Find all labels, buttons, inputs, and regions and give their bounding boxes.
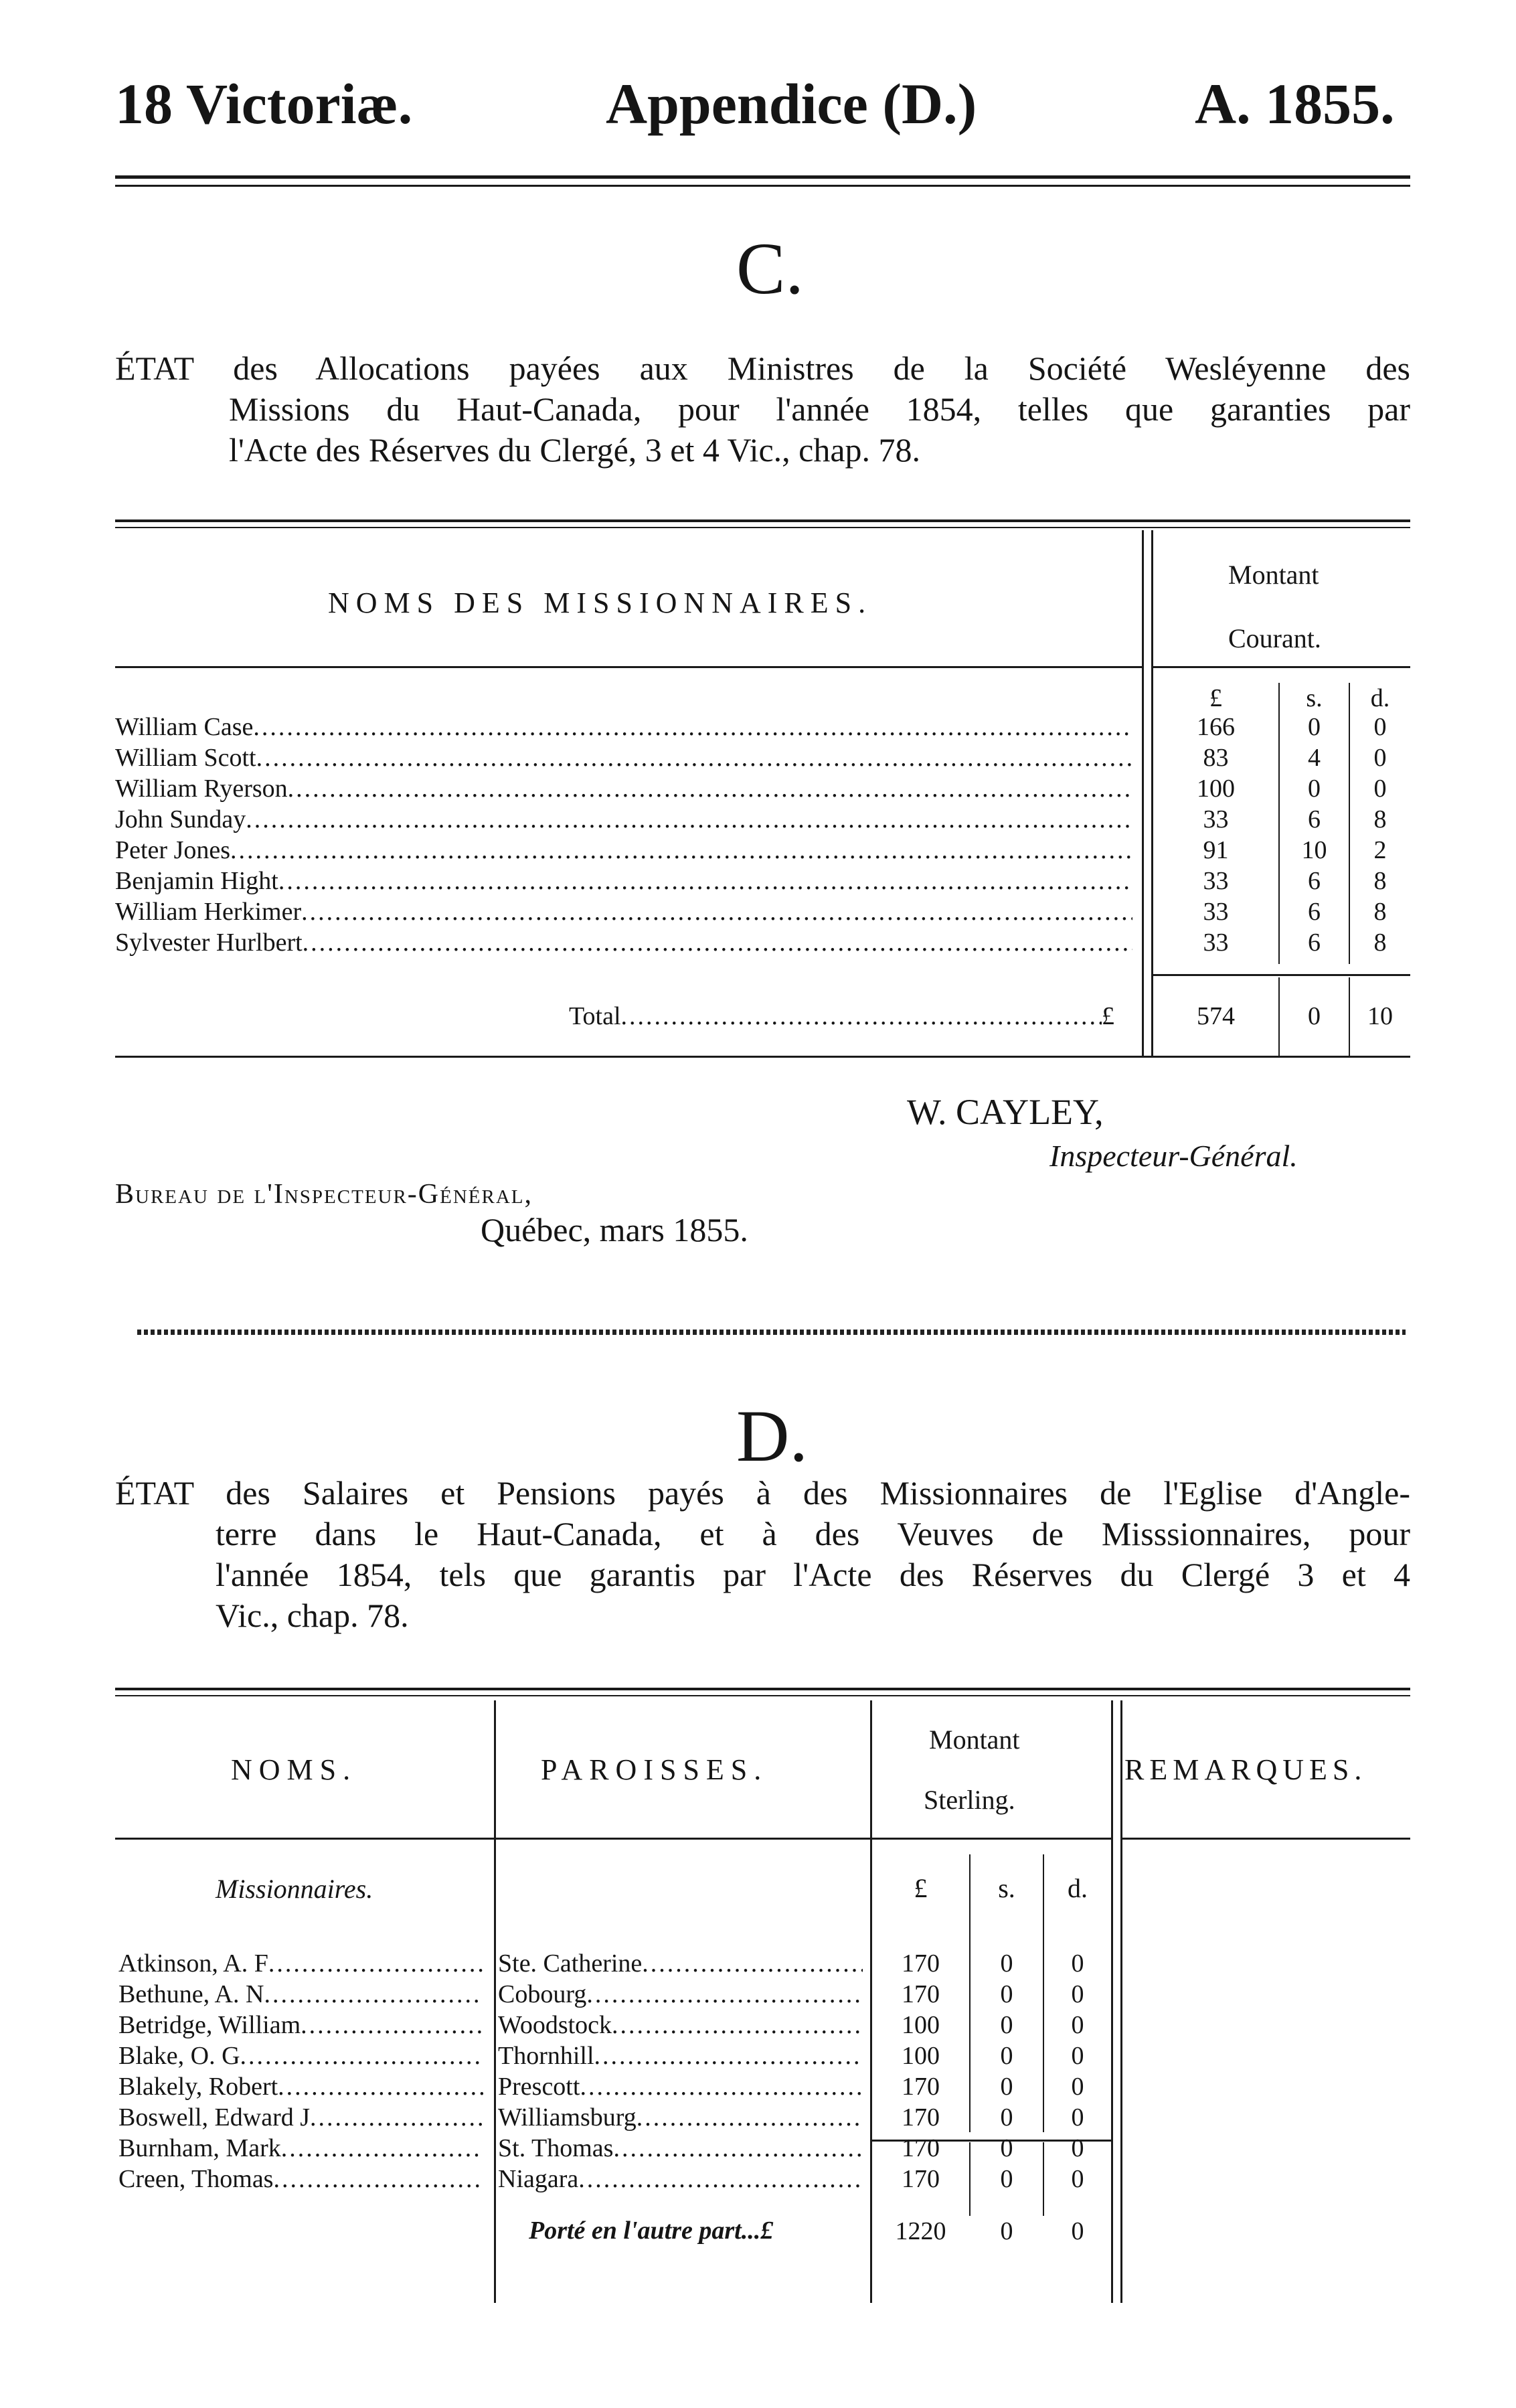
- section-d-letter: D.: [736, 1395, 808, 1477]
- table-d-row-parish: Cobourg: [498, 1980, 587, 2008]
- signature-office: Bureau de l'Inspecteur-Général,: [115, 1179, 533, 1210]
- table-c-unit-pence: d.: [1370, 684, 1390, 712]
- table-c-row-name: Peter Jones: [115, 836, 231, 864]
- table-c-row-name: William Ryerson: [115, 775, 288, 803]
- table-d-row-pounds: 170: [902, 2165, 940, 2193]
- table-d-row-shillings: 0: [1000, 2165, 1013, 2193]
- table-d-row-parish-cell: [498, 1979, 863, 2010]
- table-c-unit-shillings: s.: [1306, 684, 1323, 712]
- header-left: 18 Victoriæ.: [115, 72, 413, 136]
- table-d-row-parish-cell: [498, 2102, 863, 2133]
- table-c-row-pence: 8: [1373, 929, 1387, 957]
- table-d-carried-pence: 0: [1071, 2217, 1084, 2245]
- table-c-row-pence: 0: [1373, 744, 1387, 772]
- table-d-carried-shillings: 0: [1000, 2217, 1013, 2245]
- table-c-total-currency: £: [1102, 1002, 1114, 1030]
- header-rule-thin: [115, 185, 1410, 187]
- table-c-row-pence: 8: [1373, 805, 1387, 833]
- table-c-row: [115, 927, 1132, 958]
- table-c-row-pounds: 33: [1203, 867, 1229, 895]
- table-c-top-rule-thin: [115, 527, 1410, 528]
- table-c-row-pounds: 33: [1203, 929, 1229, 957]
- section-d-title-line-4: Vic., chap. 78.: [216, 1597, 409, 1634]
- table-d-col-amount-remarks-2: [1120, 1700, 1122, 2303]
- table-c-row-name: William Scott: [115, 744, 256, 772]
- table-c-row-name: Sylvester Hurlbert: [115, 929, 303, 957]
- table-c-row-pounds: 83: [1203, 744, 1229, 772]
- table-c-total-shillings: 0: [1308, 1002, 1321, 1030]
- table-d-unit-pounds: £: [914, 1873, 928, 1903]
- table-d-col-amount-remarks: [1111, 1700, 1113, 2303]
- header-rule: [115, 175, 1410, 179]
- table-d-row-parish: Prescott: [498, 2073, 580, 2101]
- section-c-title-line-2: Missions du Haut-Canada, pour l'année 1854, telles que garanties par: [229, 390, 1410, 428]
- table-d-col-amount-top: Montant: [929, 1724, 1020, 1755]
- table-c-top-rule: [115, 519, 1410, 522]
- table-d-row-name: Atkinson, A. F: [118, 1949, 268, 1978]
- table-d-row-name-cell: [118, 2040, 483, 2071]
- table-d-row-pounds: 170: [902, 2134, 940, 2162]
- table-d-row-parish-cell: [498, 2133, 863, 2164]
- table-c-header-rule-right: [1153, 666, 1410, 668]
- table-c-total-row: [569, 1001, 1114, 1032]
- table-d-row-name: Burnham, Mark: [118, 2134, 281, 2162]
- table-c-row-pence: 8: [1373, 898, 1387, 926]
- table-d-row-pounds: 170: [902, 2073, 940, 2101]
- table-d-top-rule: [115, 1688, 1410, 1690]
- table-d-row-pence: 0: [1071, 2011, 1084, 2039]
- table-d-row-shillings: 0: [1000, 1949, 1013, 1978]
- signature-place-date: Québec, mars 1855.: [481, 1211, 748, 1249]
- table-d-col-names-parishes: [494, 1700, 496, 2303]
- table-d-row-name-cell: [118, 2071, 483, 2102]
- section-c-letter: C.: [736, 228, 804, 309]
- table-d-row-name: Blake, O. G: [118, 2042, 240, 2070]
- table-d-row-name-cell: [118, 1948, 483, 1979]
- table-d-header-rule: [115, 1838, 1111, 1840]
- table-d-row-pence: 0: [1071, 2042, 1084, 2070]
- table-d-row-shillings: 0: [1000, 1980, 1013, 2008]
- table-c-row-shillings: 10: [1301, 836, 1327, 864]
- header-right: A. 1855.: [1195, 72, 1395, 136]
- table-d-header-rule-right: [1122, 1838, 1410, 1840]
- table-c-row-name: John Sunday: [115, 805, 246, 833]
- table-d-row-parish: Niagara: [498, 2165, 579, 2193]
- table-d-row-pounds: 100: [902, 2011, 940, 2039]
- table-d-row-shillings: 0: [1000, 2011, 1013, 2039]
- table-c-row-pounds: 100: [1197, 775, 1235, 803]
- table-c-row: [115, 804, 1132, 835]
- table-d-row-shillings: 0: [1000, 2134, 1013, 2162]
- table-c-row-name: Benjamin Hight: [115, 867, 278, 895]
- table-c-row-pounds: 91: [1203, 836, 1229, 864]
- table-d-subheading: Missionnaires.: [216, 1874, 373, 1904]
- table-c-col-amount-top: Montant: [1228, 560, 1319, 590]
- table-c-row-name: William Herkimer: [115, 898, 302, 926]
- section-d-title-line-2: terre dans le Haut-Canada, et à des Veuves de Misssionnaires, pour: [216, 1515, 1410, 1552]
- table-c-row-name: William Case: [115, 713, 254, 741]
- table-c-row: [115, 773, 1132, 804]
- table-c-row: [115, 835, 1132, 866]
- table-d-row-parish-cell: [498, 2040, 863, 2071]
- table-c-row-shillings: 6: [1308, 929, 1321, 957]
- table-d-row-pounds: 170: [902, 1980, 940, 2008]
- table-d-row-name: Bethune, A. N: [118, 1980, 264, 2008]
- table-d-row-name-cell: [118, 2133, 483, 2164]
- table-c-row-pence: 0: [1373, 713, 1387, 741]
- table-d-row-name-cell: [118, 2102, 483, 2133]
- table-c-col-amount-bottom: Courant.: [1228, 623, 1321, 653]
- table-c-row-pence: 2: [1373, 836, 1387, 864]
- table-d-row-shillings: 0: [1000, 2073, 1013, 2101]
- table-c-row: [115, 742, 1132, 773]
- table-c-header-rule: [115, 666, 1142, 668]
- table-d-row-name-cell: [118, 2010, 483, 2040]
- table-d-row-pence: 0: [1071, 1980, 1084, 2008]
- table-d-row-parish: St. Thomas: [498, 2134, 614, 2162]
- table-d-col-amount-bottom: Sterling.: [924, 1785, 1015, 1815]
- table-d-row-parish-cell: [498, 2071, 863, 2102]
- table-d-row-parish: Thornhill: [498, 2042, 594, 2070]
- table-c-row-shillings: 6: [1308, 867, 1321, 895]
- table-d-row-pence: 0: [1071, 2165, 1084, 2193]
- table-c-row: [115, 896, 1132, 927]
- table-d-row-parish-cell: [498, 2010, 863, 2040]
- table-c-row-shillings: 0: [1308, 775, 1321, 803]
- table-d-col-parishes: PAROISSES.: [541, 1753, 768, 1786]
- table-d-row-pence: 0: [1071, 2103, 1084, 2132]
- table-c-row-pounds: 33: [1203, 805, 1229, 833]
- table-d-row-pence: 0: [1071, 2073, 1084, 2101]
- table-d-carried-label: Porté en l'autre part...£: [529, 2217, 774, 2245]
- table-d-row-name: Boswell, Edward J: [118, 2103, 311, 2132]
- table-d-row-parish: Williamsburg: [498, 2103, 637, 2132]
- table-c-row: [115, 712, 1132, 742]
- table-d-row-pounds: 100: [902, 2042, 940, 2070]
- section-c-title-line-3: l'Acte des Réserves du Clergé, 3 et 4 Vic., chap. 78.: [229, 431, 921, 469]
- table-c-row-shillings: 6: [1308, 898, 1321, 926]
- table-d-row-name-cell: [118, 1979, 483, 2010]
- header-center: Appendice (D.): [606, 72, 977, 136]
- table-d-unit-pence: d.: [1068, 1873, 1088, 1903]
- table-c-row-pence: 0: [1373, 775, 1387, 803]
- table-c-row-pence: 8: [1373, 867, 1387, 895]
- table-c-row-shillings: 4: [1308, 744, 1321, 772]
- table-c-row: [115, 866, 1132, 896]
- signature-title: Inspecteur-Général.: [1049, 1139, 1298, 1173]
- table-c-row-pounds: 33: [1203, 898, 1229, 926]
- table-d-row-name: Creen, Thomas: [118, 2165, 274, 2193]
- table-d-top-rule-thin: [115, 1695, 1410, 1696]
- table-d-row-shillings: 0: [1000, 2103, 1013, 2132]
- section-d-title-line-3: l'année 1854, tels que garantis par l'Acte des Réserves du Clergé 3 et 4: [216, 1556, 1410, 1593]
- section-d-title: [115, 1473, 1410, 1636]
- table-d-row-pence: 0: [1071, 1949, 1084, 1978]
- table-d-row-shillings: 0: [1000, 2042, 1013, 2070]
- table-d-row-pounds: 170: [902, 2103, 940, 2132]
- section-separator: [137, 1330, 1406, 1335]
- table-d-row-name: Blakely, Robert: [118, 2073, 278, 2101]
- table-c-unit-pounds: £: [1209, 684, 1222, 712]
- table-d-row-name-cell: [118, 2164, 483, 2194]
- section-c-title-line-1: ÉTAT des Allocations payées aux Ministres de la Société Wesléyenne des: [115, 349, 1410, 387]
- table-c-total-rule: [1153, 974, 1410, 976]
- table-d-col-names: NOMS.: [231, 1753, 357, 1786]
- table-c-col-names: NOMS DES MISSIONNAIRES.: [328, 586, 873, 619]
- table-c-total-label: Total: [569, 1002, 621, 1030]
- table-c-divider: [1142, 530, 1144, 1056]
- table-d-row-parish-cell: [498, 1948, 863, 1979]
- table-c-row-shillings: 0: [1308, 713, 1321, 741]
- table-c-row-shillings: 6: [1308, 805, 1321, 833]
- table-c-total-pence: 10: [1367, 1002, 1393, 1030]
- section-d-title-line-1: ÉTAT des Salaires et Pensions payés à des Missionnaires de l'Eglise d'Angle-: [115, 1474, 1410, 1512]
- table-d-row-parish: Ste. Catherine: [498, 1949, 643, 1978]
- table-c-row-pounds: 166: [1197, 713, 1235, 741]
- table-d-col-remarks: REMARQUES.: [1124, 1753, 1367, 1786]
- table-d-row-parish-cell: [498, 2164, 863, 2194]
- table-c-bottom-rule: [115, 1056, 1410, 1058]
- table-d-unit-shillings: s.: [998, 1873, 1015, 1903]
- table-d-row-parish: Woodstock: [498, 2011, 612, 2039]
- table-d-carried-pounds: 1220: [895, 2217, 946, 2245]
- signature-name: W. CAYLEY,: [907, 1092, 1104, 1132]
- section-c-title: [115, 348, 1410, 471]
- table-c-total-pounds: 574: [1197, 1002, 1235, 1030]
- table-d-row-name: Betridge, William: [118, 2011, 301, 2039]
- table-d-row-pounds: 170: [902, 1949, 940, 1978]
- table-d-row-pence: 0: [1071, 2134, 1084, 2162]
